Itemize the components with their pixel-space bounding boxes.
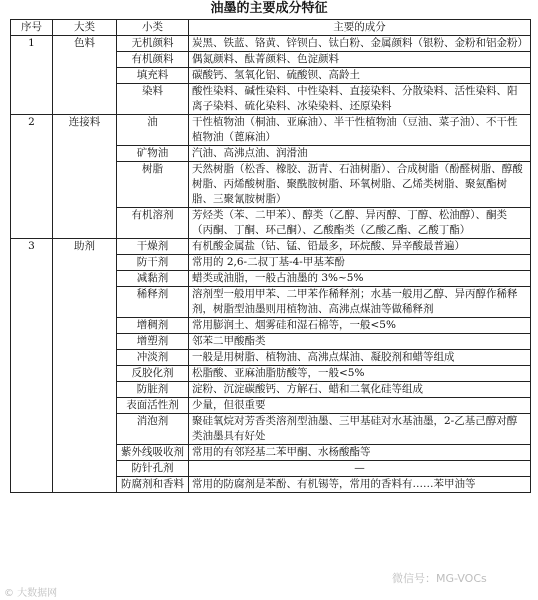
subcategory-cell: 防针孔剂 bbox=[117, 461, 189, 477]
header-subcategory: 小类 bbox=[117, 20, 189, 36]
components-cell: 酸性染料、碱性染料、中性染料、直接染料、分散染料、活性染料、阳离子染料、硫化染料、冰染染料、还原染料 bbox=[189, 84, 531, 115]
components-cell: 有机酸金属盐（钴、锰、铅最多，环烷酸、异辛酸最普遍） bbox=[189, 239, 531, 255]
group-category: 助剂 bbox=[53, 239, 117, 493]
group-category: 连接料 bbox=[53, 115, 117, 239]
watermark-right: 微信号：MG-VOCs bbox=[392, 572, 487, 585]
table-row bbox=[11, 115, 531, 146]
table-row bbox=[11, 36, 531, 52]
header-category: 大类 bbox=[53, 20, 117, 36]
subcategory-cell: 冲淡剂 bbox=[117, 350, 189, 366]
group-seq: 1 bbox=[11, 36, 53, 115]
subcategory-cell: 增塑剂 bbox=[117, 334, 189, 350]
group-category: 色料 bbox=[53, 36, 117, 115]
subcategory-cell: 树脂 bbox=[117, 162, 189, 208]
subcategory-cell: 防干剂 bbox=[117, 255, 189, 271]
components-cell: 天然树脂（松香、橡胶、沥青、石油树脂）、合成树脂（酚醛树脂、醇酸树脂、丙烯酸树脂、聚酰胺树脂、环氧树脂、乙烯类树脂、聚氨酯树脂、三聚氰胺树脂） bbox=[189, 162, 531, 208]
subcategory-cell: 矿物油 bbox=[117, 146, 189, 162]
group-seq: 2 bbox=[11, 115, 53, 239]
subcategory-cell: 有机颜料 bbox=[117, 52, 189, 68]
header-row bbox=[11, 20, 531, 36]
subcategory-cell: 防腐剂和香料 bbox=[117, 477, 189, 493]
subcategory-cell: 消泡剂 bbox=[117, 414, 189, 445]
components-cell: 偶氮颜料、酞菁颜料、色淀颜料 bbox=[189, 52, 531, 68]
subcategory-cell: 染料 bbox=[117, 84, 189, 115]
components-cell: 邻苯二甲酸酯类 bbox=[189, 334, 531, 350]
components-cell: 常用膨润土、烟雾硅和湿石棉等，一般<5% bbox=[189, 318, 531, 334]
components-cell: 炭黑、铁蓝、铬黄、锌钡白、钛白粉、金属颜料（银粉、金粉和铝金粉） bbox=[189, 36, 531, 52]
subcategory-cell: 干燥剂 bbox=[117, 239, 189, 255]
components-cell: 芳烃类（苯、二甲苯）、醇类（乙醇、异丙醇、丁醇、松油醇）、酮类（丙酮、丁酮、环己酮）、乙酸酯类（乙酸乙酯、乙酸丁酯） bbox=[189, 208, 531, 239]
components-cell: 常用的 2,6-二叔丁基-4-甲基苯酚 bbox=[189, 255, 531, 271]
components-cell: 常用的防腐剂是苯酚、有机锡等，常用的香料有……苯甲油等 bbox=[189, 477, 531, 493]
subcategory-cell: 增稠剂 bbox=[117, 318, 189, 334]
components-cell: 碳酸钙、氢氧化铝、硫酸钡、高龄土 bbox=[189, 68, 531, 84]
table-title: 油墨的主要成分特征 bbox=[210, 1, 328, 16]
components-cell: 汽油、高沸点油、润滑油 bbox=[189, 146, 531, 162]
components-cell: 常用的有邻羟基二苯甲酮、水杨酸酯等 bbox=[189, 445, 531, 461]
subcategory-cell: 紫外线吸收剂 bbox=[117, 445, 189, 461]
subcategory-cell: 防脏剂 bbox=[117, 382, 189, 398]
subcategory-cell: 填充料 bbox=[117, 68, 189, 84]
header-seq: 序号 bbox=[11, 20, 53, 36]
components-cell: 蜡类或油脂，一般占油墨的 3%~5% bbox=[189, 271, 531, 287]
components-cell: 聚硅氧烷对芳香类溶剂型油墨、三甲基硅对水基油墨，2-乙基己醇对醇类油墨具有好处 bbox=[189, 414, 531, 445]
subcategory-cell: 无机颜料 bbox=[117, 36, 189, 52]
components-cell: 松脂酸、亚麻油脂肪酸等，一般<5% bbox=[189, 366, 531, 382]
components-cell: 溶剂型一般用甲苯、二甲苯作稀释剂；水基一般用乙醇、异丙醇作稀释剂，树脂型油墨则用植物油、高沸点煤油等做稀释剂 bbox=[189, 287, 531, 318]
subcategory-cell: 油 bbox=[117, 115, 189, 146]
subcategory-cell: 有机溶剂 bbox=[117, 208, 189, 239]
components-cell: 干性植物油（桐油、亚麻油）、半干性植物油（豆油、菜子油）、不干性植物油（蓖麻油） bbox=[189, 115, 531, 146]
table-row bbox=[11, 239, 531, 255]
components-cell: 一般是用树脂、植物油、高沸点煤油、凝胶剂和蜡等组成 bbox=[189, 350, 531, 366]
components-cell: 淀粉、沉淀碳酸钙、方解石、蜡和二氧化硅等组成 bbox=[189, 382, 531, 398]
subcategory-cell: 反胶化剂 bbox=[117, 366, 189, 382]
subcategory-cell: 减黏剂 bbox=[117, 271, 189, 287]
components-cell: 少量，但很重要 bbox=[189, 398, 531, 414]
watermark-left: © 大数据网 bbox=[4, 588, 58, 599]
subcategory-cell: 稀释剂 bbox=[117, 287, 189, 318]
components-cell: — bbox=[189, 461, 531, 477]
header-components: 主要的成分 bbox=[189, 20, 531, 36]
group-seq: 3 bbox=[11, 239, 53, 493]
subcategory-cell: 表面活性剂 bbox=[117, 398, 189, 414]
ink-components-table bbox=[10, 19, 531, 493]
